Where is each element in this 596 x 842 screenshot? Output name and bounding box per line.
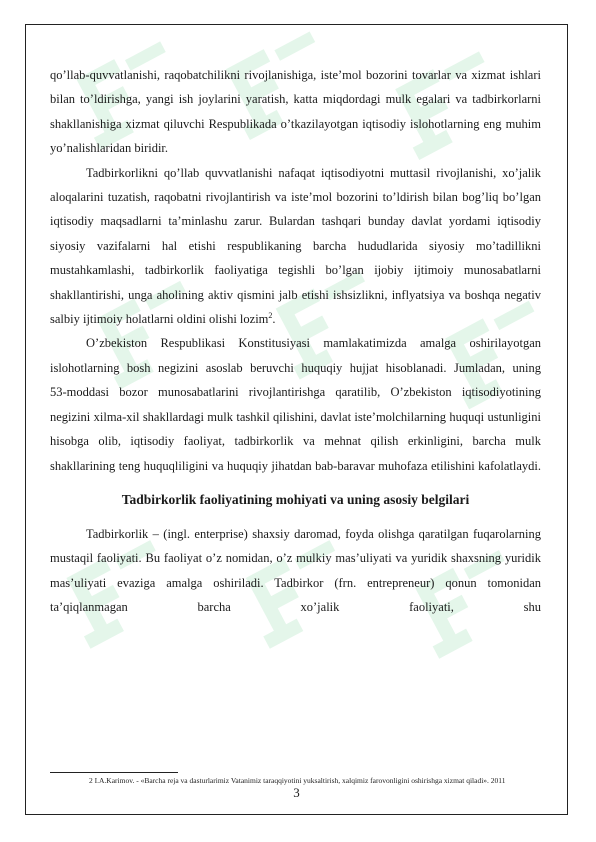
footnote-ref[interactable]: 2: [268, 310, 273, 320]
paragraph-4: Tadbirkorlik – (ingl. enterprise) shaxsiy daromad, foyda olishga qaratilgan fuqarolarning mustaqil faoliyati. Bu faoliyat o’z nomidan, o’z mulkiy mas’uliyati va yuridik shaxsning yuridik mas’uliyati evaziga amalga oshiriladi. Tadbirkor (frn. entrepreneur) qonun tomonidan ta’qiqlanmagan barcha xo’jalik faoliyati, shu: [50, 526, 541, 615]
paragraph-2: [50, 161, 541, 332]
footnote-divider: [50, 772, 178, 773]
document-body: [50, 63, 541, 620]
section-heading: Tadbirkorlik faoliyatining mohiyati va uning asosiy belgilari: [121, 491, 470, 507]
paragraph-3-end: 53-moddasi bozor munosabatlarini rivojlantirishga qaratilib, O’zbekiston iqtisodiyotining negizini xilma-xil shakllardagi mulk tashkil qilishini, davlat iste’molchilarning huquqi ustunligini hisobga olib, iqtisodiy faoliyat, tadbirkorlik va mehnat qilish erkinligini, barcha mulk shakllarining teng huquqliligini va huquqiy jihatdan bab-baravar muhofaza etilishini kafolatlaydi.: [50, 385, 541, 473]
paragraph-2-text: Tadbirkorlikni qo’llab quvvatlanishi nafaqat iqtisodiyotni muttasil rivojlanishi, xo’jalik aloqalarini tuzatish, raqobatni rivojlantirish va iste’mol bozorini to’ldirish bilan bog’liq bo’lgan iqtisodiy maqsadlarni ta’minlashu zarur. Bulardan tashqari bunday davlat yordami iqtisodiy siyosiy vazifalarni hal etishi respublikaning barcha hududlarida siyosiy mo’tadillikni mustahkamlashi, tadbirkorlik faoliyatiga tegishli bo’lgan ijobiy ijtimoiy munosabatlarni shakllantirishi, unga aholining aktiv qismini jalb etishi ishsizlikni, inflyatsiya va boshqa negativ salbiy ijtimoiy holatlarni oldini olishi lozim: [50, 165, 541, 327]
paragraph-3-start: O’zbekiston Respublikasi Konstitusiyasi mamlakatimizda amalga oshirilayotgan islohotlarning bosh negizini asoslab beruvchi huquqiy hujjat hisoblanadi. Jumladan, uning: [50, 336, 541, 375]
paragraph-1: qo’llab-quvvatlanishi, raqobatchilikni rivojlanishiga, iste’mol bozorini tovarlar va xizmat ishlari bilan to’ldirishga, yangi ish joylarini yaratish, katta miqdordagi mulk egalari va tadbirkorlarni shakllanishiga xizmat qiluvchi Respublikada o’tkazilayotgan iqtisodiy islohotlarning eng muhim yo’nalishlaridan biridir.: [50, 68, 541, 156]
page-frame: [25, 24, 568, 815]
page-number: 3: [293, 785, 300, 800]
footnote: 2 I.A.Karimov. - «Barcha reja va dasturlarimiz Vatanimiz taraqqiyotini yuksaltirish, xalqimiz farovonligini oshirishga xizmat qiladi». 2011: [89, 776, 506, 785]
paragraph-2-end: .: [272, 312, 276, 327]
